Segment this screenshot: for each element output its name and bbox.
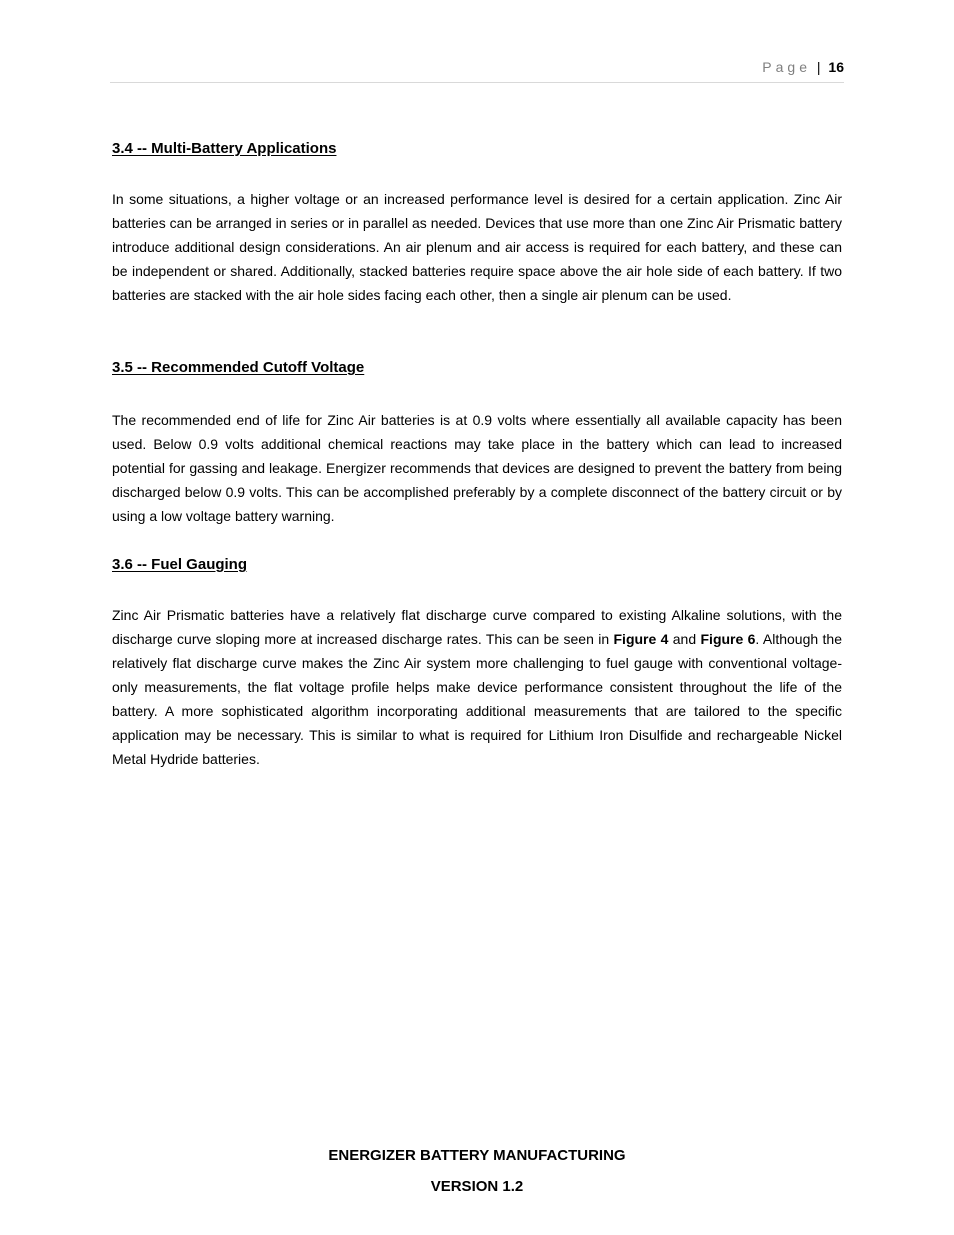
footer-company: ENERGIZER BATTERY MANUFACTURING: [328, 1147, 626, 1164]
page-label: Page: [762, 59, 811, 75]
page-header: [110, 57, 844, 81]
fuel-gauging-text-1: Zinc Air Prismatic batteries have a relatively flat discharge curve compared to existing Alkaline solutions, with the discharge curve sloping more at increased discharge rates. This can be seen in: [112, 607, 842, 647]
page-separator: |: [816, 59, 821, 75]
section-heading-multi-battery: 3.4 -- Multi-Battery Applications: [112, 140, 337, 157]
section-body-cutoff-voltage: The recommended end of life for Zinc Air batteries is at 0.9 volts where essentially all available capacity has been used. Below 0.9 volts additional chemical reactions may take place in the battery which can lead to increased potential for gassing and leakage. Energizer recommends that devices are designed to prevent the battery from being discharged below 0.9 volts. This can be accomplished preferably by a complete disconnect of the battery circuit or by using a low voltage battery warning.: [112, 412, 842, 524]
section-body-multi-battery: In some situations, a higher voltage or an increased performance level is desired for a certain application. Zinc Air batteries can be arranged in series or in parallel as needed. Devices that use more than one Zinc Air Prismatic battery introduce additional design considerations. An air plenum and air access is required for each battery, and these can be independent or shared. Additionally, stacked batteries require space above the air hole side of each battery. If two batteries are stacked with the air hole sides facing each other, then a single air plenum can be used.: [112, 191, 842, 303]
section-body-fuel-gauging: [112, 603, 842, 771]
header-divider: [110, 82, 844, 83]
page-number: 16: [828, 59, 844, 75]
section-heading-fuel-gauging: 3.6 -- Fuel Gauging: [112, 556, 248, 573]
fuel-gauging-text-3: . Although the relatively flat discharge curve makes the Zinc Air system more challenging to fuel gauge with conventional voltage-only measurements, the flat voltage profile helps make device performance consistent throughout the life of the battery. A more sophisticated algorithm incorporating additional measurements that are tailored to the specific application may be necessary. This is similar to what is required for Lithium Iron Disulfide and rechargeable Nickel Metal Hydride batteries.: [112, 631, 842, 767]
figure-4-reference: Figure 4: [613, 631, 669, 647]
section-heading-cutoff-voltage: 3.5 -- Recommended Cutoff Voltage: [112, 359, 365, 376]
figure-6-reference: Figure 6: [700, 631, 756, 647]
fuel-gauging-text-2: and: [668, 631, 701, 647]
footer-version: VERSION 1.2: [430, 1178, 524, 1195]
